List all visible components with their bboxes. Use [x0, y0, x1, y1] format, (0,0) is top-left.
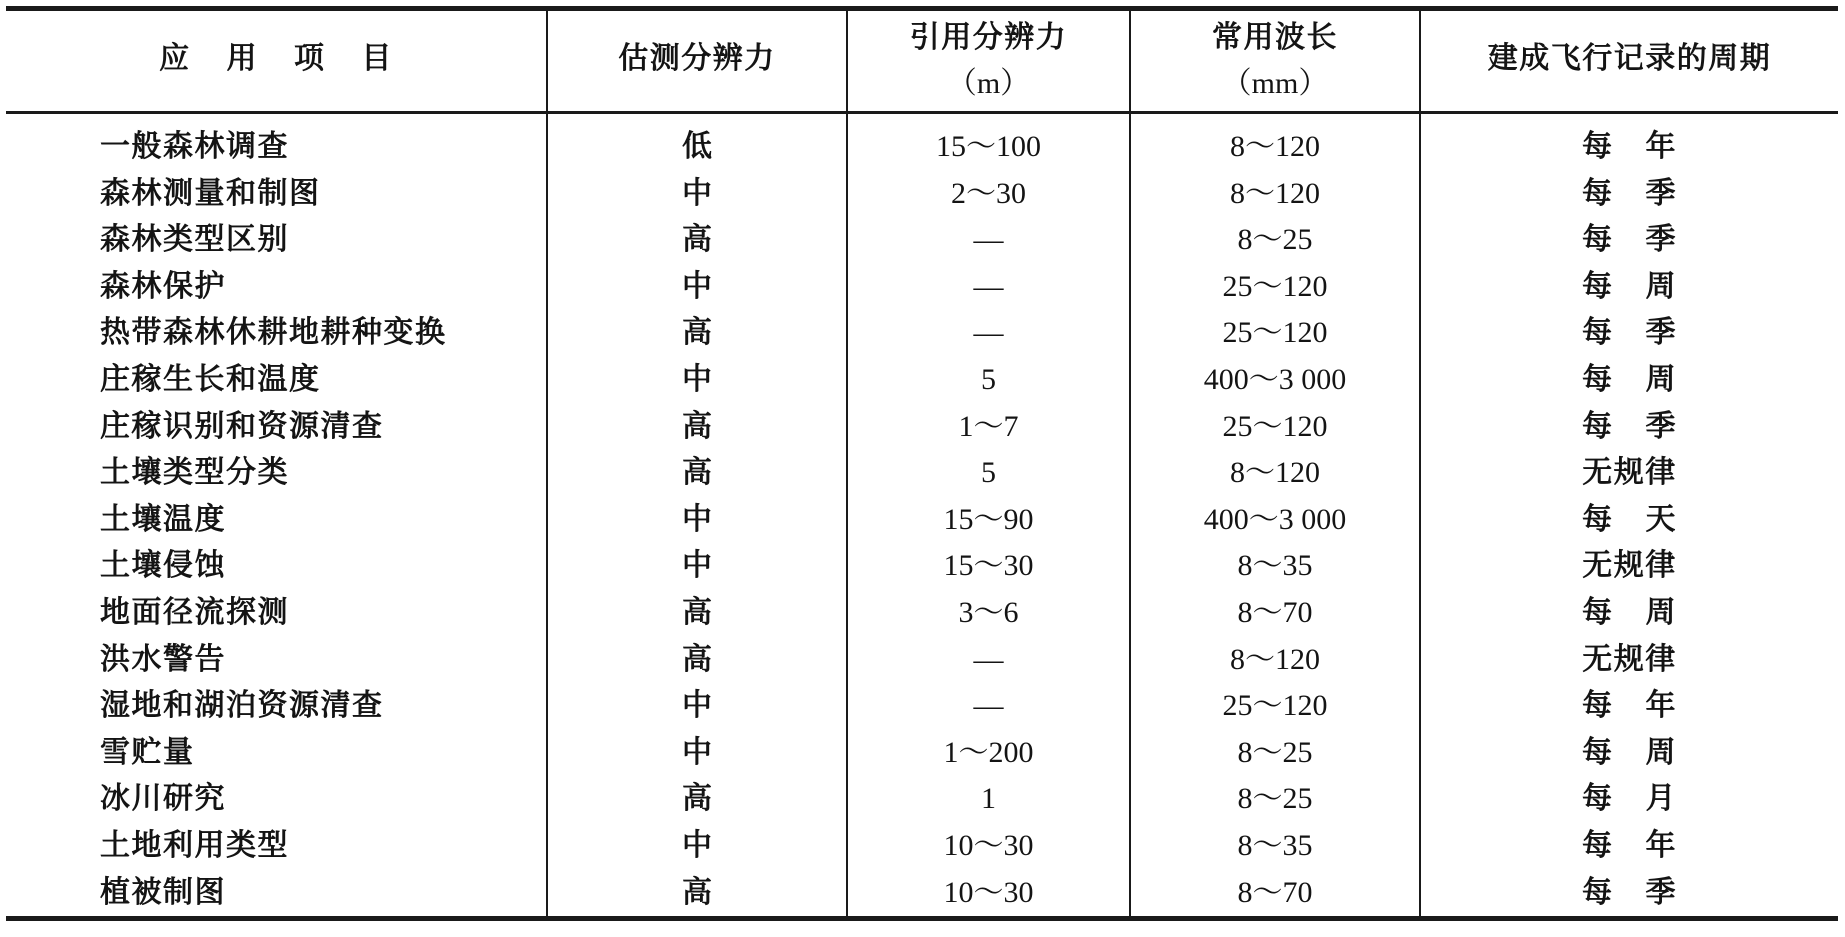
header-common-wavelength-label: 常用波长 — [1212, 20, 1338, 55]
table-row — [6, 683, 1838, 730]
table-row — [6, 217, 1838, 264]
cell-reference-resolution: 15～30 — [943, 549, 1034, 583]
cell-application-item: 洪水警告 — [100, 641, 226, 677]
cell-reference-resolution: 2～30 — [951, 176, 1026, 210]
cell-reference-resolution: 15～90 — [943, 502, 1034, 536]
cell-reference-resolution: 1～200 — [943, 735, 1034, 769]
cell-application-item: 雪贮量 — [100, 734, 195, 770]
cell-estimated-resolution: 中 — [682, 688, 712, 724]
cell-common-wavelength: 400～3 000 — [1203, 362, 1347, 396]
cell-flight-record-period: 每 周 — [1582, 361, 1677, 397]
cell-estimated-resolution: 高 — [682, 455, 712, 491]
table-header-row — [6, 11, 1838, 111]
cell-flight-record-period: 无规律 — [1582, 548, 1677, 584]
table-row — [6, 404, 1838, 451]
cell-common-wavelength: 8～70 — [1237, 595, 1313, 629]
table-row — [6, 823, 1838, 870]
cell-estimated-resolution: 高 — [682, 222, 712, 258]
cell-estimated-resolution: 中 — [682, 501, 712, 537]
header-common-wavelength — [1131, 11, 1419, 111]
header-application-item-label: 应 用 项 目 — [159, 41, 393, 76]
cell-flight-record-period: 无规律 — [1582, 641, 1677, 677]
cell-reference-resolution: — — [973, 316, 1004, 350]
cell-estimated-resolution: 中 — [682, 548, 712, 584]
header-reference-resolution-unit: （m） — [946, 67, 1031, 100]
cell-common-wavelength: 8～35 — [1237, 549, 1313, 583]
cell-flight-record-period: 每 周 — [1582, 594, 1677, 630]
cell-estimated-resolution: 高 — [682, 641, 712, 677]
cell-flight-record-period: 无规律 — [1582, 455, 1677, 491]
cell-estimated-resolution: 中 — [682, 361, 712, 397]
cell-application-item: 森林测量和制图 — [100, 175, 321, 211]
cell-application-item: 土壤侵蚀 — [100, 548, 226, 584]
table-header-rule — [6, 111, 1838, 114]
table-row — [6, 870, 1838, 917]
table-row — [6, 264, 1838, 311]
cell-application-item: 地面径流探测 — [100, 594, 289, 630]
header-estimated-resolution — [548, 11, 846, 111]
cell-estimated-resolution: 中 — [682, 175, 712, 211]
cell-flight-record-period: 每 年 — [1582, 129, 1677, 164]
cell-reference-resolution: 15～100 — [936, 130, 1041, 163]
cell-application-item: 湿地和湖泊资源清查 — [100, 688, 384, 724]
cell-reference-resolution: — — [973, 689, 1004, 723]
cell-common-wavelength: 8～120 — [1230, 456, 1320, 490]
table-row — [6, 730, 1838, 777]
cell-common-wavelength: 8～120 — [1230, 130, 1320, 163]
cell-application-item: 冰川研究 — [100, 781, 226, 817]
cell-flight-record-period: 每 周 — [1582, 734, 1677, 770]
header-estimated-resolution-label: 估测分辨力 — [618, 41, 776, 76]
table-row — [6, 357, 1838, 404]
table-body — [6, 124, 1838, 916]
cell-application-item: 一般森林调查 — [100, 129, 289, 164]
cell-reference-resolution: 1～7 — [958, 409, 1019, 443]
cell-flight-record-period: 每 季 — [1582, 315, 1677, 351]
cell-estimated-resolution: 中 — [682, 734, 712, 770]
cell-common-wavelength: 8～25 — [1237, 735, 1313, 769]
table-row — [6, 637, 1838, 684]
table-row — [6, 543, 1838, 590]
cell-estimated-resolution: 低 — [682, 129, 712, 164]
cell-application-item: 森林保护 — [100, 268, 226, 304]
cell-estimated-resolution: 高 — [682, 315, 712, 351]
cell-application-item: 植被制图 — [100, 874, 226, 910]
cell-estimated-resolution: 高 — [682, 781, 712, 817]
cell-common-wavelength: 400～3 000 — [1203, 502, 1347, 536]
cell-reference-resolution: — — [973, 642, 1004, 676]
table-row — [6, 310, 1838, 357]
header-flight-record-period-label: 建成飞行记录的周期 — [1487, 41, 1772, 76]
table-row — [6, 124, 1838, 171]
cell-estimated-resolution: 中 — [682, 827, 712, 863]
cell-application-item: 土地利用类型 — [100, 827, 289, 863]
cell-flight-record-period: 每 季 — [1582, 874, 1677, 910]
table-row — [6, 171, 1838, 218]
cell-application-item: 庄稼识别和资源清查 — [100, 408, 384, 444]
cell-estimated-resolution: 中 — [682, 268, 712, 304]
cell-common-wavelength: 8～120 — [1230, 176, 1320, 210]
cell-estimated-resolution: 高 — [682, 594, 712, 630]
table-row — [6, 590, 1838, 637]
cell-common-wavelength: 8～120 — [1230, 642, 1320, 676]
cell-reference-resolution: — — [973, 223, 1004, 257]
cell-common-wavelength: 25～120 — [1222, 269, 1328, 303]
cell-reference-resolution: 10～30 — [943, 828, 1034, 862]
header-reference-resolution-label: 引用分辨力 — [909, 20, 1068, 55]
cell-reference-resolution: 5 — [981, 456, 996, 490]
cell-flight-record-period: 每 年 — [1582, 688, 1677, 724]
cell-estimated-resolution: 高 — [682, 874, 712, 910]
cell-application-item: 森林类型区别 — [100, 222, 289, 258]
cell-reference-resolution: 3～6 — [958, 595, 1019, 629]
table-bottom-rule — [6, 916, 1838, 921]
cell-flight-record-period: 每 天 — [1582, 501, 1677, 537]
cell-application-item: 土壤温度 — [100, 501, 226, 537]
cell-flight-record-period: 每 季 — [1582, 175, 1677, 211]
cell-flight-record-period: 每 季 — [1582, 408, 1677, 444]
cell-application-item: 热带森林休耕地耕种变换 — [100, 315, 447, 351]
header-application-item — [6, 11, 546, 111]
cell-reference-resolution: — — [973, 269, 1004, 303]
cell-common-wavelength: 8～25 — [1237, 223, 1313, 257]
cell-flight-record-period: 每 周 — [1582, 268, 1677, 304]
cell-common-wavelength: 25～120 — [1222, 689, 1328, 723]
cell-common-wavelength: 8～70 — [1237, 875, 1313, 909]
cell-common-wavelength: 25～120 — [1222, 409, 1328, 443]
cell-flight-record-period: 每 年 — [1582, 827, 1677, 863]
table-row — [6, 497, 1838, 544]
cell-application-item: 庄稼生长和温度 — [100, 361, 321, 397]
cell-flight-record-period: 每 月 — [1582, 781, 1677, 817]
header-reference-resolution — [848, 11, 1129, 111]
header-common-wavelength-unit: （mm） — [1221, 67, 1329, 100]
cell-estimated-resolution: 高 — [682, 408, 712, 444]
table-row — [6, 776, 1838, 823]
cell-common-wavelength: 8～35 — [1237, 828, 1313, 862]
cell-reference-resolution: 10～30 — [943, 875, 1034, 909]
cell-reference-resolution: 1 — [981, 782, 996, 816]
header-flight-record-period — [1421, 11, 1838, 111]
table-row — [6, 450, 1838, 497]
cell-application-item: 土壤类型分类 — [100, 455, 289, 491]
cell-flight-record-period: 每 季 — [1582, 222, 1677, 258]
cell-common-wavelength: 25～120 — [1222, 316, 1328, 350]
cell-reference-resolution: 5 — [981, 362, 996, 396]
cell-common-wavelength: 8～25 — [1237, 782, 1313, 816]
